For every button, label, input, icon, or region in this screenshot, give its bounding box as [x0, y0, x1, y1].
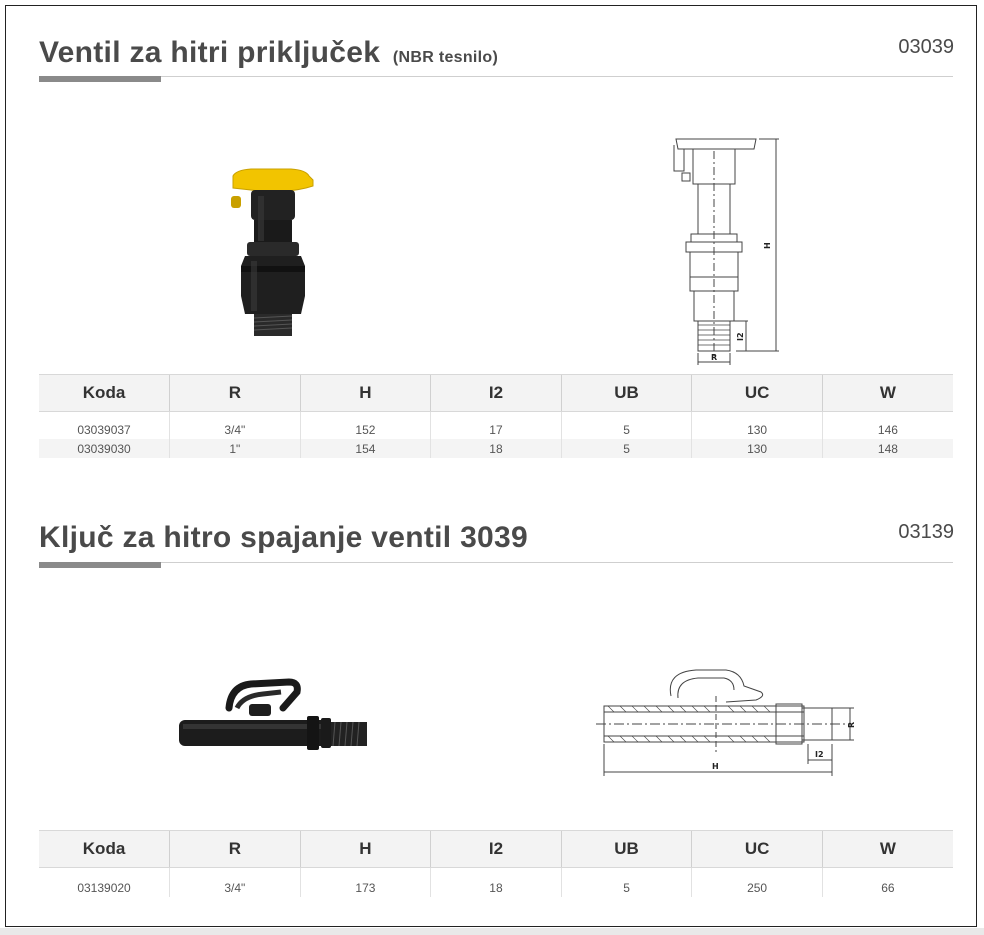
- product-code: 03039: [898, 36, 954, 58]
- table-cell: 17: [431, 412, 562, 440]
- table-cell: 152: [300, 412, 431, 440]
- table-cell: 130: [692, 412, 823, 440]
- dimension-label-h: H: [712, 762, 719, 771]
- title-divider: [39, 562, 953, 563]
- table-cell: 1": [170, 439, 301, 458]
- valve-technical-drawing: [666, 131, 786, 366]
- table-cell: 03139020: [77, 880, 131, 895]
- table-cell: 250: [692, 868, 823, 898]
- title-divider: [39, 76, 953, 77]
- column-header: Koda: [39, 375, 170, 412]
- column-header: H: [300, 375, 431, 412]
- key-photo: [171, 678, 371, 758]
- column-header: R: [170, 831, 301, 868]
- table-cell: 03039030: [39, 439, 170, 458]
- column-header: I2: [431, 831, 562, 868]
- table-cell: 3/4": [170, 412, 301, 440]
- spec-table: [39, 830, 953, 897]
- dimension-label-i2: I2: [736, 332, 745, 341]
- table-cell: 130: [692, 439, 823, 458]
- column-header: Koda: [39, 831, 170, 868]
- product-code: 03139: [898, 521, 954, 543]
- key-technical-drawing: [596, 666, 861, 778]
- column-header: I2: [431, 375, 562, 412]
- table-row: [39, 439, 953, 458]
- table-cell: 3/4": [170, 868, 301, 898]
- table-cell: 18: [431, 439, 562, 458]
- column-header: W: [822, 831, 953, 868]
- product-title-text: Ventil za hitri priključek: [39, 36, 381, 69]
- dimension-label-i2: I2: [815, 750, 824, 759]
- column-header: H: [300, 831, 431, 868]
- title-accent-bar: [39, 562, 161, 568]
- dimension-label-r: R: [711, 353, 718, 362]
- table-cell: 66: [822, 868, 953, 898]
- product-subtitle: (NBR tesnilo): [392, 49, 499, 66]
- page-bottom-strip: [0, 928, 984, 935]
- table-cell: 146: [822, 412, 953, 440]
- valve-photo: [221, 166, 321, 341]
- table-cell: 5: [561, 412, 692, 440]
- table-cell: 18: [431, 868, 562, 898]
- table-header-row: [39, 375, 953, 412]
- table-cell: 154: [300, 439, 431, 458]
- column-header: R: [170, 375, 301, 412]
- column-header: UC: [692, 375, 823, 412]
- dimension-label-h: H: [763, 242, 772, 249]
- spec-table: [39, 374, 953, 458]
- table-row: [39, 868, 953, 898]
- table-cell: 148: [822, 439, 953, 458]
- catalog-page: [5, 5, 977, 927]
- column-header: W: [822, 375, 953, 412]
- table-cell: 03039037: [77, 422, 131, 437]
- product-title: [39, 36, 498, 70]
- table-cell: 5: [561, 868, 692, 898]
- column-header: UC: [692, 831, 823, 868]
- product-title: Ključ za hitro spajanje ventil 3039: [39, 521, 529, 554]
- table-cell: 173: [300, 868, 431, 898]
- column-header: UB: [561, 831, 692, 868]
- table-cell: 5: [561, 439, 692, 458]
- column-header: UB: [561, 375, 692, 412]
- table-row: [39, 412, 953, 440]
- dimension-label-r: R: [847, 721, 856, 728]
- table-header-row: [39, 831, 953, 868]
- title-accent-bar: [39, 76, 161, 82]
